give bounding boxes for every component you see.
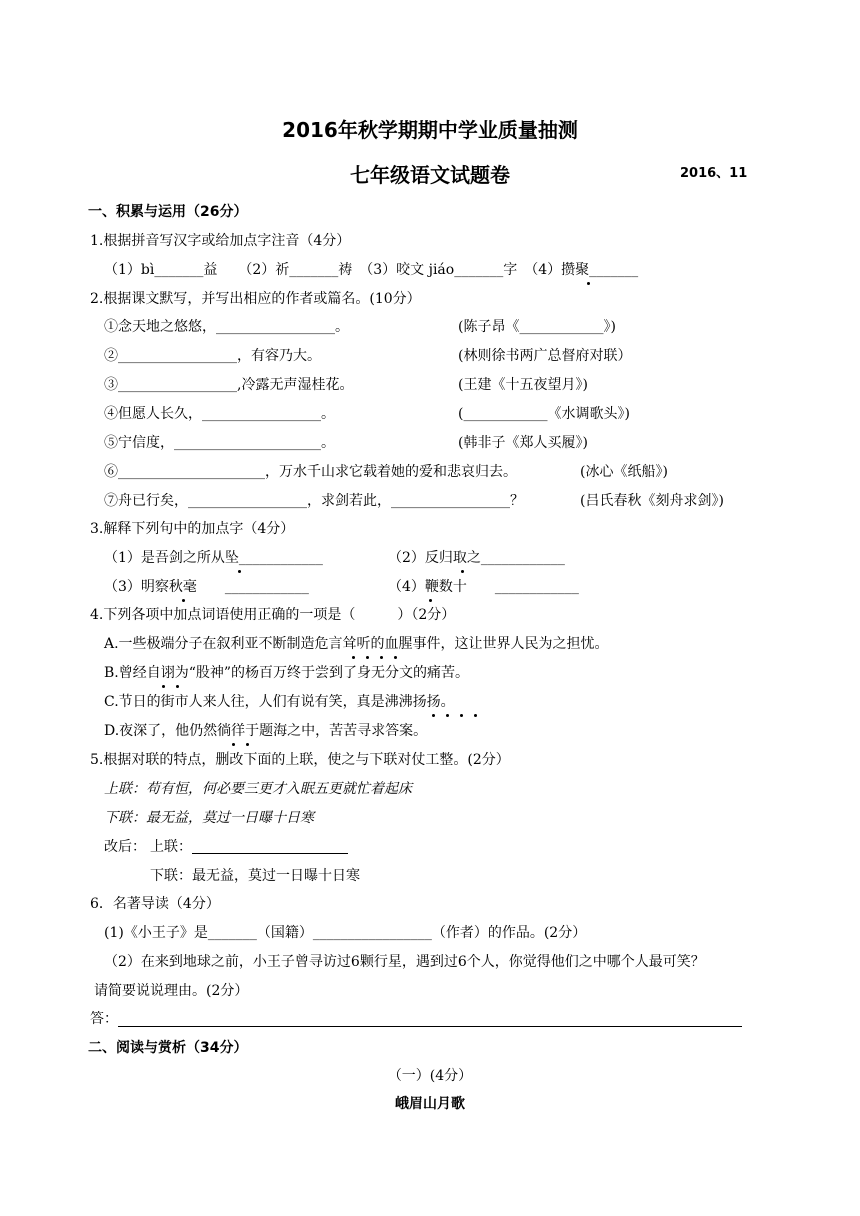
- emphasis-dot: [162, 685, 165, 688]
- emphasis-dot: [352, 656, 355, 659]
- section1-heading: 一、积累与运用（26分）: [88, 204, 248, 220]
- q2-prompt: 2.根据课文默写，并写出相应的作者或篇名。(10分）: [90, 291, 421, 307]
- q6-part2a: （2）在来到地球之前，小王子曾寻访过6颗行星，遇到过6个人，你觉得他们之中哪个人最可笑？: [104, 954, 705, 970]
- q5-upper: 上联：苟有恒，何必要三更才入眠五更就忙着起床: [104, 781, 412, 797]
- emphasis-dot: [182, 599, 185, 602]
- q5-revised-upper: 上联：: [150, 839, 192, 855]
- emphasis-dot: [232, 743, 235, 746]
- emphasis-dot: [238, 570, 241, 573]
- emphasis-dot: [246, 743, 249, 746]
- emphasis-dot: [446, 714, 449, 717]
- q3-item-4: （4）鞭数十 ____________: [388, 579, 579, 595]
- q3-prompt: 3.解释下列句中的加点字（4分）: [90, 521, 295, 537]
- emphasis-dot: [587, 282, 590, 285]
- answer-line: [192, 853, 348, 854]
- q2-source-1: (陈子昂《____________》): [458, 319, 616, 335]
- q4-option-b: B.曾经自诩为“股神”的杨百万终于尝到了身无分文的痛苦。: [104, 665, 470, 681]
- exam-date: 2016、11: [680, 166, 748, 181]
- q6-part2b: 请简要说说理由。(2分）: [94, 983, 249, 999]
- q4-option-a: A.一些极端分子在叙利亚不断制造危言耸听的血腥事件，这让世界人民为之担忧。: [104, 636, 609, 652]
- q2-item-6: ⑥_____________________，万水千山求它载着她的爱和悲哀归去。: [104, 464, 517, 480]
- answer-line: [118, 1026, 742, 1027]
- q2-item-7: ⑦舟已行矣，_________________，求剑若此，_________________？: [104, 493, 524, 509]
- answer-label: 答：: [90, 1011, 118, 1027]
- q2-item-5: ⑤宁信度，_____________________。: [104, 435, 335, 451]
- q5-revised-label: 改后：: [104, 839, 146, 855]
- q2-item-1: ①念天地之悠悠，_________________。: [104, 319, 349, 335]
- emphasis-dot: [366, 656, 369, 659]
- section2-heading: 二、阅读与赏析（34分）: [88, 1040, 248, 1056]
- q4-prompt: 4.下列各项中加点词语使用正确的一项是（ ）（2分）: [90, 607, 456, 623]
- exam-title: 2016年秋学期期中学业质量抽测: [282, 118, 578, 142]
- q2-source-6: (冰心《纸船》): [580, 464, 668, 480]
- q2-item-3: ③_________________,冷露无声湿桂花。: [104, 377, 354, 393]
- section2-subheading: （一）(4分）: [387, 1068, 473, 1084]
- q3-item-2: （2）反归取之____________: [388, 550, 565, 566]
- emphasis-dot: [429, 599, 432, 602]
- q2-source-5: (韩非子《郑人买履》): [458, 435, 588, 451]
- exam-subtitle: 七年级语文试题卷: [350, 163, 510, 187]
- emphasis-dot: [460, 714, 463, 717]
- q4-option-c: C.节日的街市人来人往，人们有说有笑，真是沸沸扬扬。: [104, 694, 455, 710]
- emphasis-dot: [380, 656, 383, 659]
- q2-source-2: (林则徐书两广总督府对联）: [458, 348, 632, 364]
- q1-prompt: 1.根据拼音写汉字或给加点字注音（4分）: [90, 233, 351, 249]
- poem-title: 峨眉山月歌: [395, 1096, 465, 1112]
- emphasis-dot: [461, 570, 464, 573]
- q3-item-1: （1）是吾剑之所从坠____________: [104, 550, 323, 566]
- q2-source-4: (____________《水调歌头》): [458, 406, 630, 422]
- q1-line: （1）bì_______益 （2）祈_______祷 （3）咬文 jiáo_______字 （4）攒聚_______: [104, 262, 639, 278]
- q5-lower: 下联：最无益，莫过一日曝十日寒: [104, 810, 314, 826]
- emphasis-dot: [394, 656, 397, 659]
- emphasis-dot: [176, 685, 179, 688]
- q2-source-7: (吕氏春秋《刻舟求剑》): [580, 493, 724, 509]
- q5-prompt: 5.根据对联的特点，删改下面的上联，使之与下联对仗工整。(2分）: [90, 752, 510, 768]
- q6-part1: (1)《小王子》是_______（国籍）_________________（作者）的作品。(2分）: [104, 925, 587, 941]
- q3-item-3: （3）明察秋毫 ____________: [104, 579, 309, 595]
- emphasis-dot: [474, 714, 477, 717]
- q2-source-3: (王建《十五夜望月》): [458, 377, 588, 393]
- q4-option-d: D.夜深了，他仍然徜徉于题海之中，苦苦寻求答案。: [104, 723, 428, 739]
- q2-item-2: ②_________________，有容乃大。: [104, 348, 321, 364]
- q2-item-4: ④但愿人长久，_________________。: [104, 406, 335, 422]
- q6-prompt: 6．名著导读（4分）: [90, 896, 220, 912]
- q5-revised-lower: 下联：最无益，莫过一日曝十日寒: [150, 868, 360, 884]
- emphasis-dot: [432, 714, 435, 717]
